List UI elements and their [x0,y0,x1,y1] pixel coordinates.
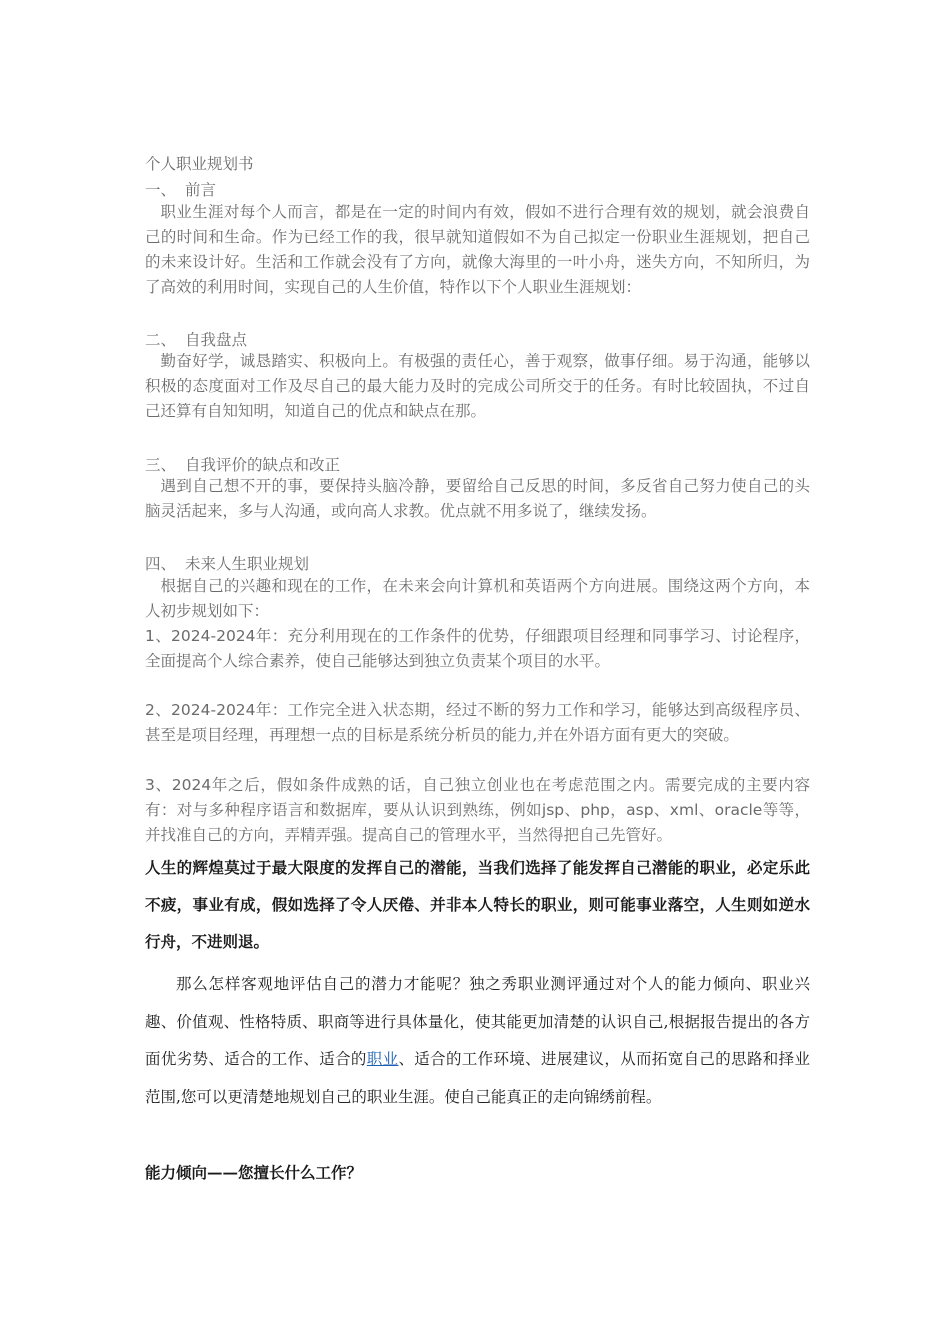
section-heading-2 [145,328,247,350]
section-number: 二、 [145,331,177,349]
plan-item-1: 1、2024-2024年：充分利用现在的工作条件的优势，仔细跟项目经理和同事学习、讨论程序，全面提高个人综合素养，使自己能够达到独立负责某个项目的水平。 [145,627,810,670]
section-title: 前言 [185,181,217,199]
emphasis-paragraph: 人生的辉煌莫过于最大限度的发挥自己的潜能，当我们选择了能发挥自己潜能的职业，必定乐此不疲，事业有成，假如选择了令人厌倦、并非本人特长的职业，则可能事业落空，人生则如逆水行舟，不进则退。 [145,858,810,951]
plan-item-2: 2、2024-2024年：工作完全进入状态期，经过不断的努力工作和学习，能够达到高级程序员、甚至是项目经理，再理想一点的目标是系统分析员的能力,并在外语方面有更大的突破。 [145,701,810,744]
section-title: 自我评价的缺点和改正 [185,456,341,474]
section-number: 三、 [145,456,177,474]
section-number: 一、 [145,181,177,199]
section-heading-3 [145,453,340,475]
subsection-heading: 能力倾向——您擅长什么工作？ [145,1163,363,1182]
section-title: 未来人生职业规划 [185,555,310,573]
section-body-1: 职业生涯对每个人而言，都是在一定的时间内有效，假如不进行合理有效的规划，就会浪费自己的时间和生命。作为已经工作的我，很早就知道假如不为自己拟定一份职业生涯规划，把自己的未来设计好。生活和工作就会没有了方向，就像大海里的一叶小舟，迷失方向，不知所归，为了高效的利用时间，实现自己的人生价值，特作以下个人职业生涯规划： [145,203,810,296]
section-heading-1 [145,178,216,200]
section-body-3: 遇到自己想不开的事，要保持头脑冷静，要留给自己反思的时间，多反省自己努力使自己的头脑灵活起来，多与人沟通，或向高人求教。优点就不用多说了，继续发扬。 [145,477,810,520]
section-number: 四、 [145,555,177,573]
section-body-2: 勤奋好学，诚恳踏实、积极向上。有极强的责任心，善于观察，做事仔细。易于沟通，能够以积极的态度面对工作及尽自己的最大能力及时的完成公司所交于的任务。有时比较固执，不过自己还算有自知知明，知道自己的优点和缺点在那。 [145,352,810,420]
assessment-paragraph: 那么怎样客观地评估自己的潜力才能呢？独之秀职业测评通过对个人的能力倾向、职业兴趣、价值观、性格特质、职商等进行具体量化，使其能更加清楚的认识自己,根据报告提出的各方面优劣势、适合的工作、适合的职业、适合的工作环境、进展建议，从而拓宽自己的思路和择业范围,您可以更清楚地规划自己的职业生涯。使自己能真正的走向锦绣前程。 [145,975,810,1106]
section-heading-4 [145,552,309,574]
document-title: 个人职业规划书 [145,155,254,173]
career-link[interactable]: 职业 [366,1050,399,1068]
plan-item-3: 3、2024年之后，假如条件成熟的话，自己独立创业也在考虑范围之内。需要完成的主要内容有：对与多种程序语言和数据库，要从认识到熟练，例如jsp、php，asp、xml、oracle等等，并找准自己的方向，弄精弄强。提高自己的管理水平，当然得把自己先管好。 [145,776,810,844]
section-title: 自我盘点 [185,331,248,349]
section-intro-4: 根据自己的兴趣和现在的工作，在未来会向计算机和英语两个方向进展。围绕这两个方向，本人初步规划如下： [145,577,810,620]
